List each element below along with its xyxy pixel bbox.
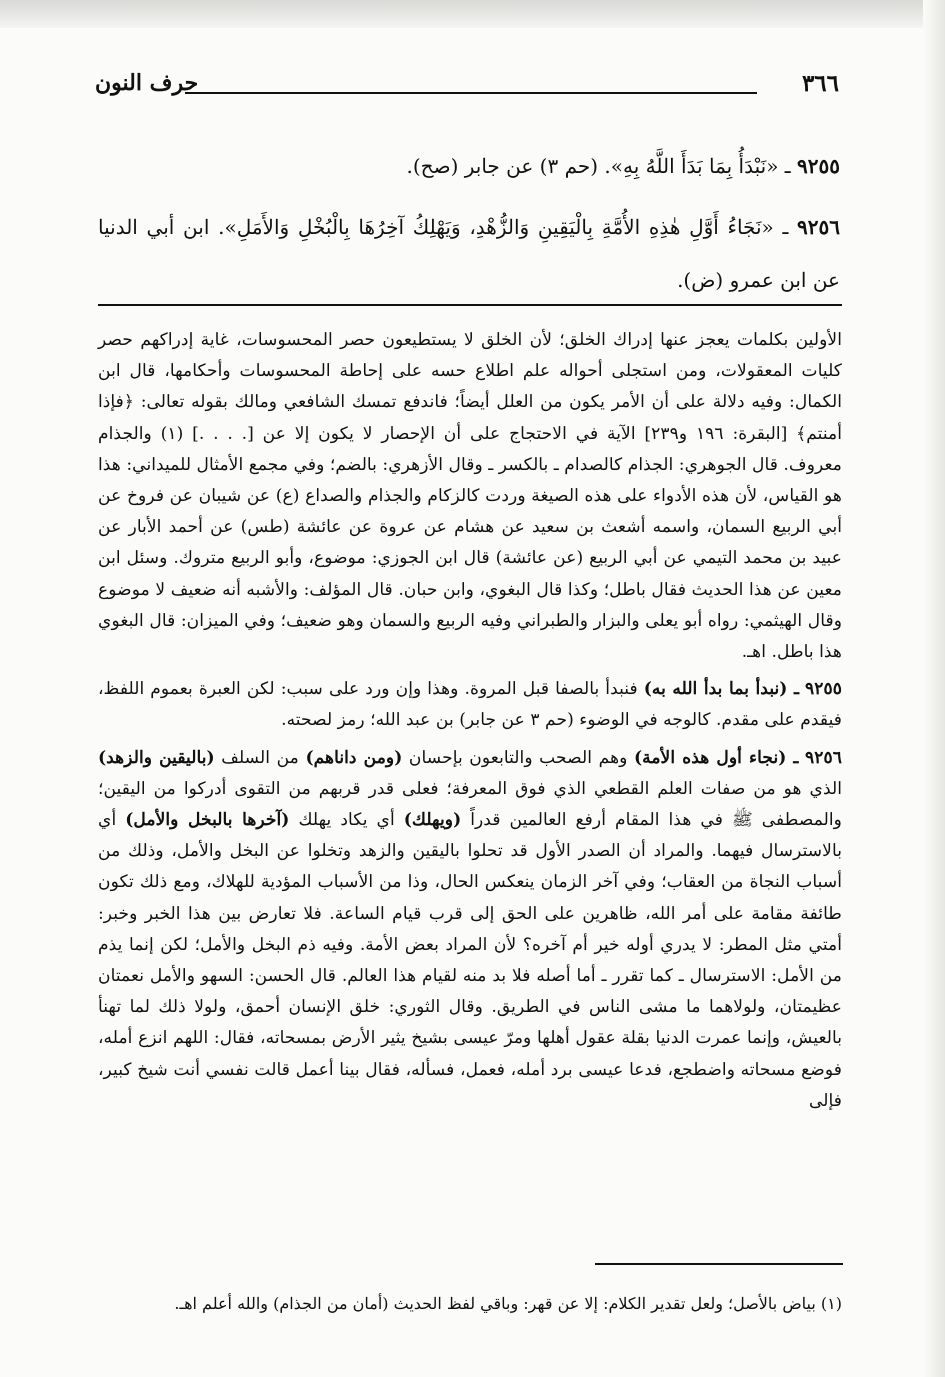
commentary-line: الأمثال للميداني: هذا هو القياس، لأن هذه الأدواء على هذه الصيغة وردت كالزكام والجذام [98, 454, 842, 507]
commentary-line: عروة عن عائشة (طس) عن أحمد الأبار عن عبيد بن محمد التيمي عن أبي الربيع (عن عائشة) قال ابن [98, 517, 842, 569]
commentary [98, 325, 842, 1117]
entry-lemma: ـ (نجاء أول هذه الأمة) [634, 747, 799, 768]
entry-number: ٩٢٥٦ [805, 747, 842, 768]
commentary-9255 [98, 674, 842, 736]
commentary-line: ﴿فإذا أمنتم﴾ [البقرة: ١٩٦ و٢٣٩] الآية في الاحتجاج على أن الإحصار لا يكون إلا عن [. . . .] (١) [98, 392, 842, 444]
commentary-line: والجذام معروف. قال الجوهري: الجذام كالصدام ـ بالكسر ـ وقال الأزهري: بالضم؛ وفي مجمع [98, 423, 842, 475]
entry-text: أي يكاد يهلك [298, 810, 395, 831]
entry-lemma: (ومن داناهم) [305, 747, 403, 768]
header-rule [185, 92, 757, 94]
entry-text: فنبدأ بالصفا قبل المروة. وهذا وإن ورد على سبب: لكن العبرة بعموم اللفظ، فيقدم على مقدم. كالوجه في الوضوء (حم ٣ عن جابر) بن عبد الله؛ رمز لصحته. [98, 679, 842, 731]
entry-lemma: ـ (نبدأ بما بدأ الله به) [643, 679, 800, 700]
entry-number: ٩٢٥٥ [805, 679, 842, 700]
commentary-line: الجوزي: موضوع، وأبو الربيع متروك. وسئل ابن معين عن هذا الحديث فقال باطل؛ وكذا قال [98, 548, 842, 600]
footnote-rule [595, 1263, 843, 1265]
scan-top-edge [0, 0, 945, 28]
commentary-line: البغوي، وابن حبان. قال المؤلف: والأشبه أنه ضعيف لا موضوع وقال الهيثمي: رواه أبو يعلى [98, 579, 842, 631]
entry-lemma: (باليقين والزهد) [98, 747, 215, 768]
hadith-text [98, 140, 840, 315]
hadith-9255 [98, 140, 840, 193]
commentary-9256 [98, 743, 842, 1117]
section-separator [98, 304, 842, 306]
commentary-line: والصداع (ع) عن شيبان عن فروخ عن أبي الربيع السمان، واسمه أشعث بن سعيد عن هشام عن [98, 486, 843, 538]
page-number: ٣٦٦ [801, 70, 839, 97]
commentary-line: الأولين بكلمات يعجز عنها إدراك الخلق؛ لأن الخلق لا يستطيعون حصر المحسوسات، غاية إدراكهم [140, 330, 842, 350]
commentary-continuation [98, 325, 842, 668]
footnote: (١) بياض بالأصل؛ ولعل تقدير الكلام: إلا عن قهر: وباقي لفظ الحديث (أمان من الجذام) والله أعلم اهـ. [174, 1294, 842, 1313]
hadith-9256 [98, 201, 840, 307]
page-header [95, 70, 839, 104]
entry-text: وهم الصحب والتابعون بإحسان [408, 747, 628, 768]
entry-text: أي بالاسترسال فيهما. والمراد أن الصدر الأول قد تحلوا باليقين والزهد وتخلوا عن البخل والأمل، وذلك من أسباب النجاة من العقاب؛ وفي آخر الزمان ينعكس الحال، وذا من الأسباب المؤدية للهلاك، ومع ذلك تكون طائفة مقامة على أمر الله، ظاهرين على الحق إلى قرب قيام الساعة. فلا تعارض بين هذا الخبر وخبر: أمتي مثل المطر: لا يدري أوله خير أم آخره؟ لأن المراد بعض الأمة. وفيه ذم البخل والأمل؛ لكن إنما يذم من الأمل: الاسترسال ـ كما تقرر ـ أما أصله فلا بد منه لقيام هذا العالم. قال الحسن: السهو والأمل نعمتان عظيمتان، ولولاهما ما مشى الناس في الطريق. وقال الثوري: خلق الإنسان أحمق، ولولا ذلك لما تهنأ بالعيش، وإنما عمرت الدنيا بقلة عقول أهلها ومرّ عيسى بشيخ يثير الأرض بمسحاته، فقال: اللهم انزع أمله، فوضع مسحاته واضطجع، فدعا عيسى برد أمله، فعمل، فسأله، فقال بينا أعمل قالت نفسي أنت شيخ كبير، فإلى [98, 810, 842, 1111]
commentary-line: والبزار والطبراني وفيه الربيع والسمان وهو ضعيف؛ وفي الميزان: قال البغوي هذا باطل. اهـ. [98, 610, 842, 663]
entry-text: الذي هو من صفات العلم القطعي الذي فوق المعرفة؛ فعلى قدر قربهم من التقوى أدركوا من اليقين؛ والمصطفى ﷺ في هذا المقام أرفع العالمين قدراً [98, 778, 842, 831]
commentary-line: حصر كليات المعقولات، ومن استجلى أحواله علم اطلاع حسه على إحاطة المحسوسات وأحكامها، قال [98, 330, 842, 382]
running-title: حرف النون [95, 70, 199, 96]
hadith-number: ٩٢٥٦ [797, 215, 840, 239]
hadith-body: ـ «نَبْدَأُ بِمَا بَدَأَ اللَّهُ بِهِ». (حم ٣) عن جابر (صح). [406, 154, 791, 178]
hadith-number: ٩٢٥٥ [797, 154, 840, 178]
scan-right-edge [923, 0, 945, 1377]
entry-text: من السلف [221, 747, 299, 768]
entry-lemma: (آخرها بالبخل والأمل) [125, 810, 290, 831]
entry-lemma: (ويهلك) [403, 810, 462, 831]
hadith-body: ـ «نَجَاءُ أَوَّلِ هٰذِهِ الأُمَّةِ بِالْيَقِينِ وَالزُّهْدِ، وَيَهْلِكُ آخِرُهَا بِالْبُخْلِ وَالأَمَلِ». ابن أبي الدنيا عن ابن عمرو (ض). [98, 215, 840, 292]
commentary-line: ابن الكمال: وفيه دلالة على أن الأمر يكون من العلل أيضاً؛ فاندفع تمسك الشافعي ومالك بقوله تعالى: [98, 361, 842, 413]
